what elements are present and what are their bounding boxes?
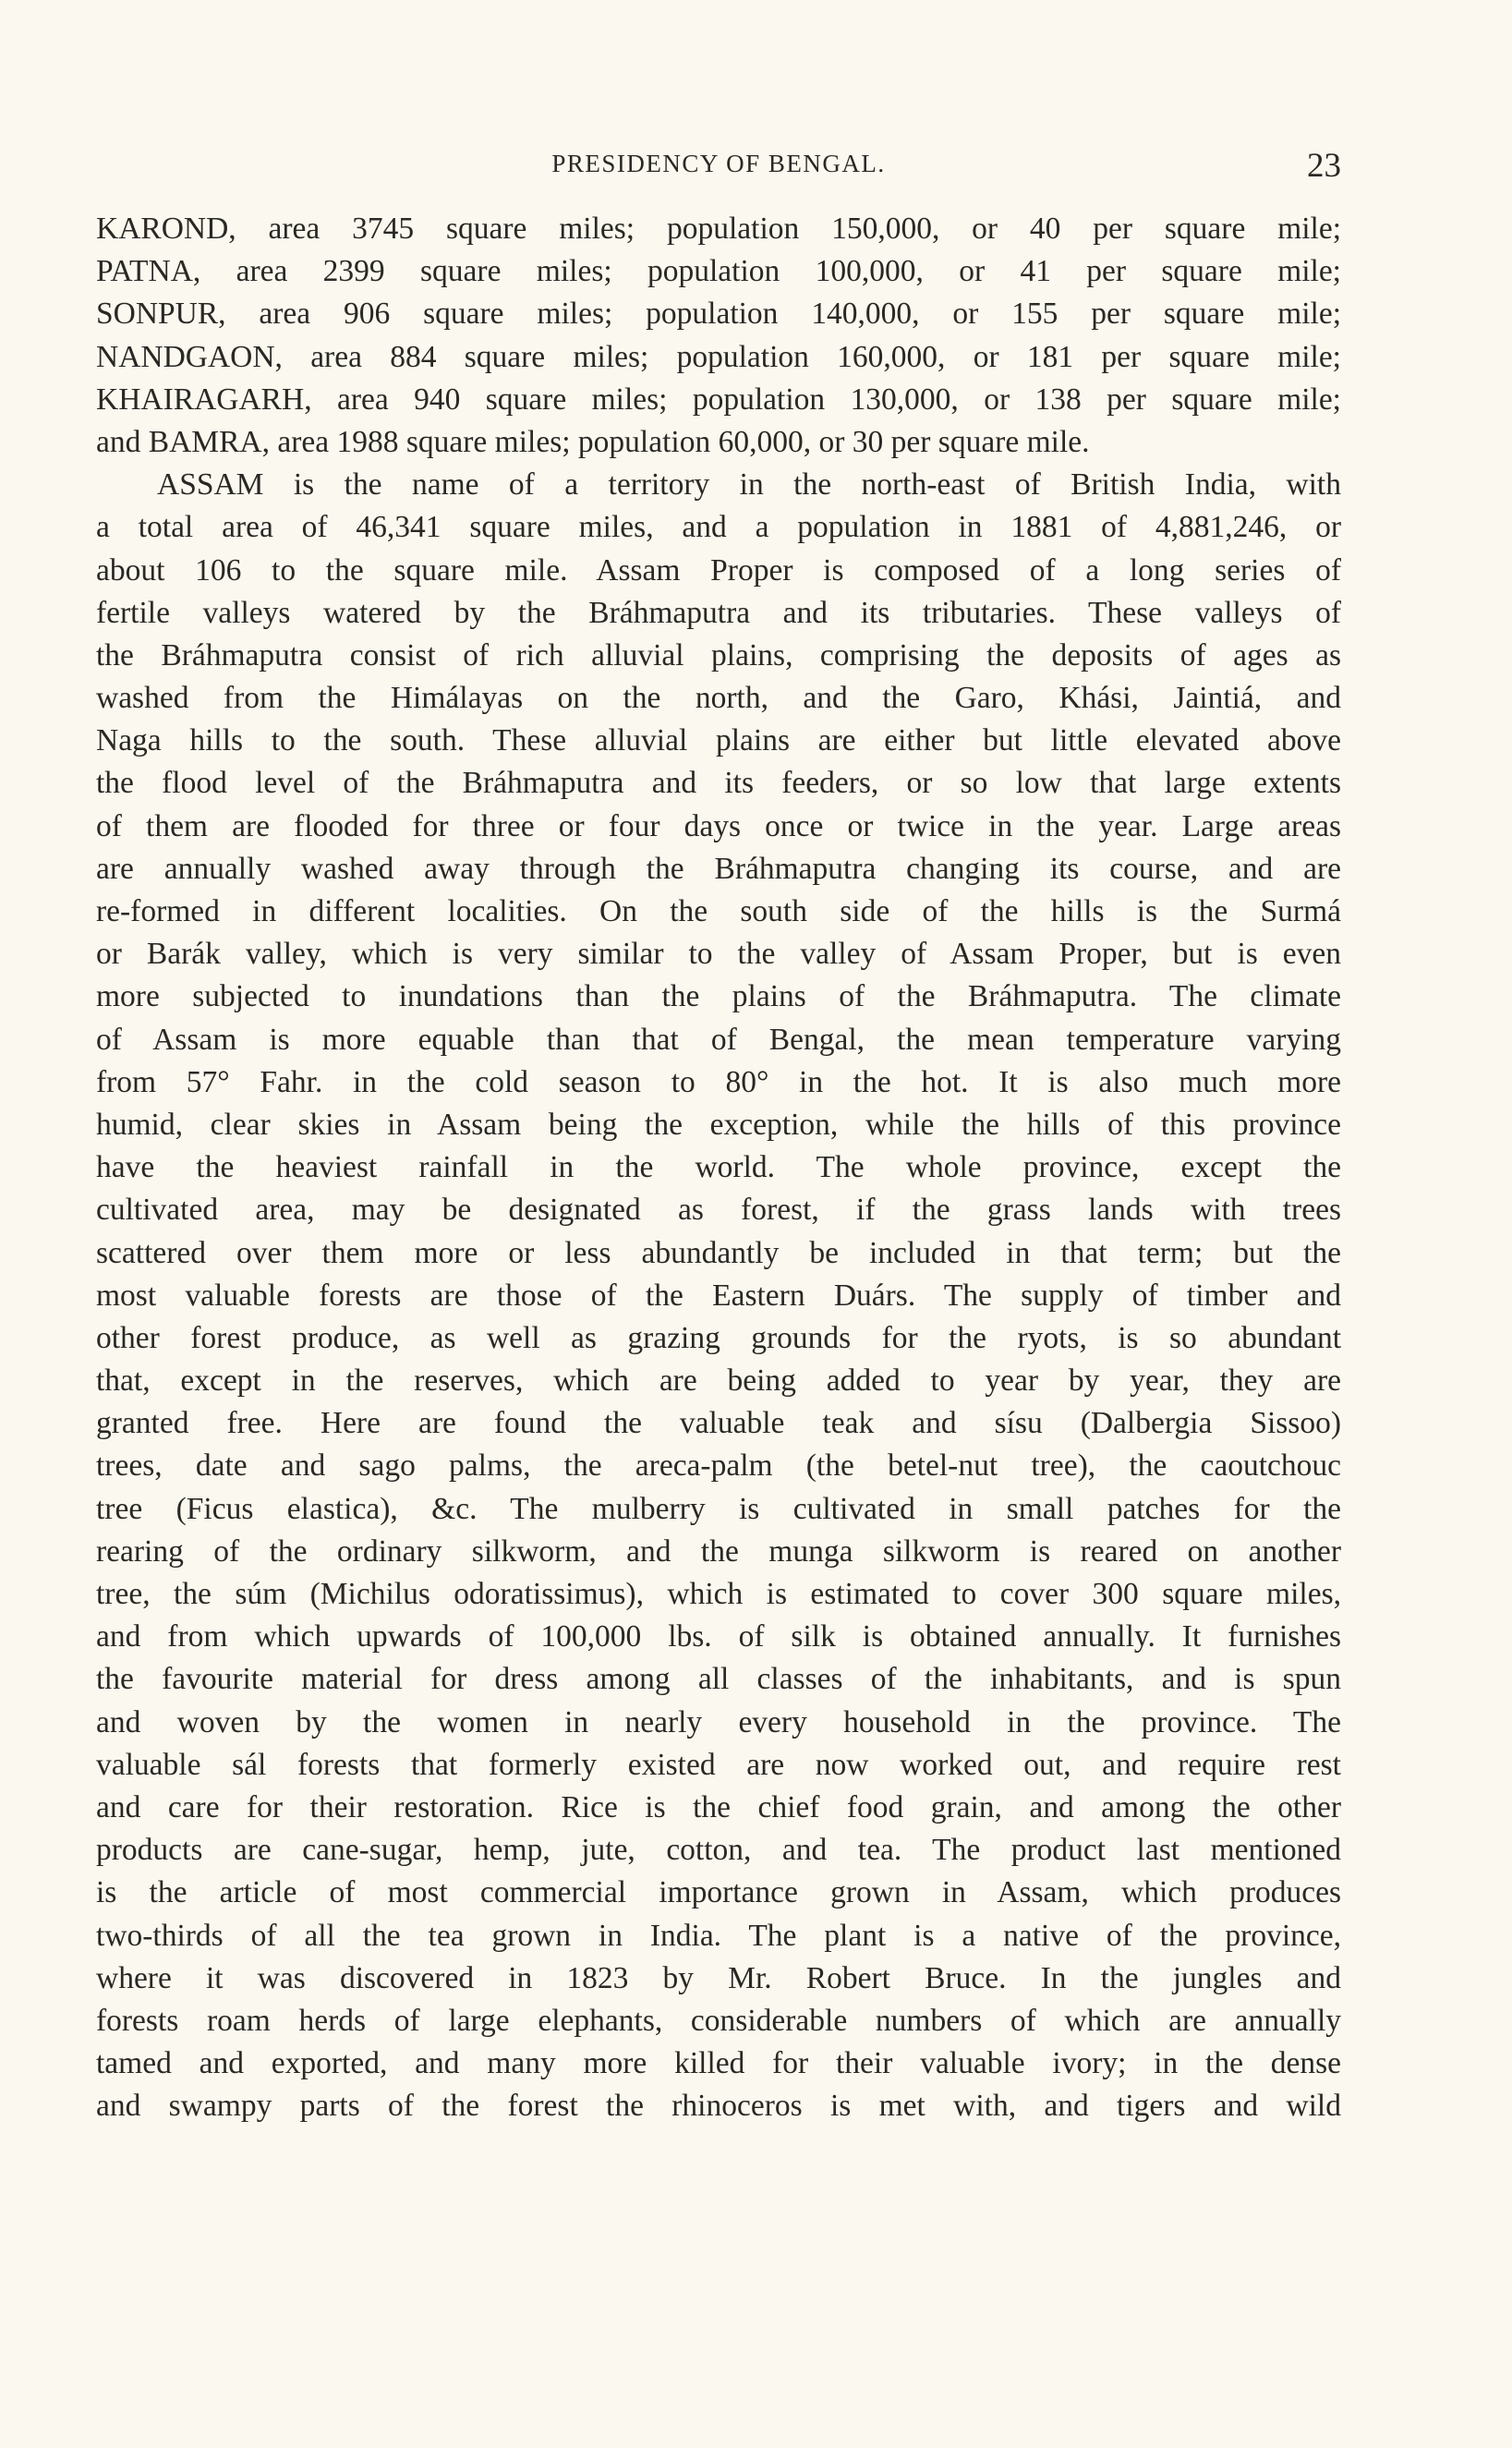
text-line: from 57° Fahr. in the cold season to 80° in the hot. It is also much more (96, 1064, 1341, 1099)
text-line: trees, date and sago palms, the areca-palm (the betel-nut tree), the caoutchouc (96, 1448, 1341, 1484)
text-line: tree, the súm (Michilus odoratissimus), which is estimated to cover 300 square miles, (96, 1577, 1341, 1611)
text-line: scattered over them more or less abundantly be included in that term; but the (96, 1235, 1341, 1270)
text-line: and care for their restoration. Rice is the chief food grain, and among the other (96, 1789, 1341, 1824)
text-line: more subjected to inundations than the plains of the Bráhmaputra. The climate (96, 979, 1341, 1014)
text-line: most valuable forests are those of the Eastern Duárs. The supply of timber and (96, 1278, 1341, 1313)
text-line: or Barák valley, which is very similar to the valley of Assam Proper, but is even (96, 937, 1341, 972)
text-line: a total area of 46,341 square miles, and a population in 1881 of 4,881,246, or (96, 510, 1341, 545)
text-line: ASSAM is the name of a territory in the north-east of British India, with (157, 467, 1341, 503)
text-line: where it was discovered in 1823 by Mr. Robert Bruce. In the jungles and (96, 1960, 1341, 1995)
text-line: have the heaviest rainfall in the world. The whole province, except the (96, 1150, 1341, 1185)
text-line: valuable sál forests that formerly existed are now worked out, and require rest (96, 1747, 1341, 1782)
text-line: the favourite material for dress among all classes of the inhabitants, and is spun (96, 1662, 1341, 1697)
text-line: of them are flooded for three or four days once or twice in the year. Large areas (96, 808, 1341, 843)
text-line: are annually washed away through the Bráhmaputra changing its course, and are (96, 851, 1341, 886)
text-line: granted free. Here are found the valuable teak and sísu (Dalbergia Sissoo) (96, 1406, 1341, 1441)
text-line: rearing of the ordinary silkworm, and the munga silkworm is reared on another (96, 1533, 1341, 1569)
text-line: and BAMRA, area 1988 square miles; population 60,000, or 30 per square mile. (96, 424, 1090, 459)
running-head (96, 146, 1341, 183)
page-number: 23 (1307, 147, 1341, 185)
text-line: KAROND, area 3745 square miles; population 150,000, or 40 per square mile; (96, 212, 1341, 246)
text-line: Naga hills to the south. These alluvial plains are either but little elevated above (96, 723, 1341, 758)
text-line: and from which upwards of 100,000 lbs. of silk is obtained annually. It furnishes (96, 1619, 1341, 1654)
text-line: PATNA, area 2399 square miles; population 100,000, or 41 per square mile; (96, 254, 1341, 289)
text-line: other forest produce, as well as grazing grounds for the ryots, is so abundant (96, 1320, 1341, 1355)
text-line: is the article of most commercial importance grown in Assam, which produces (96, 1875, 1341, 1910)
running-title: PRESIDENCY OF BENGAL. (551, 150, 886, 177)
text-line: about 106 to the square mile. Assam Proper is composed of a long series of (96, 552, 1341, 588)
text-line: and swampy parts of the forest the rhinoceros is met with, and tigers and wild (96, 2089, 1341, 2124)
text-line: KHAIRAGARH, area 940 square miles; population 130,000, or 138 per square mile; (96, 382, 1341, 417)
text-line: re-formed in different localities. On the south side of the hills is the Surmá (96, 894, 1341, 928)
body-text (96, 208, 1341, 2127)
text-line: NANDGAON, area 884 square miles; population 160,000, or 181 per square mile; (96, 339, 1341, 374)
text-line: washed from the Himálayas on the north, and the Garo, Khási, Jaintiá, and (96, 681, 1341, 716)
text-line: that, except in the reserves, which are being added to year by year, they are (96, 1363, 1341, 1399)
text-line: fertile valleys watered by the Bráhmaputra and its tributaries. These valleys of (96, 595, 1341, 630)
text-line: and woven by the women in nearly every household in the province. The (96, 1704, 1341, 1739)
text-line: of Assam is more equable than that of Bengal, the mean temperature varying (96, 1022, 1341, 1057)
text-line: the Bráhmaputra consist of rich alluvial plains, comprising the deposits of ages as (96, 637, 1341, 673)
text-line: products are cane-sugar, hemp, jute, cotton, and tea. The product last mentioned (96, 1833, 1341, 1868)
text-line: forests roam herds of large elephants, considerable numbers of which are annually (96, 2003, 1341, 2038)
text-line: humid, clear skies in Assam being the exception, while the hills of this province (96, 1107, 1341, 1142)
text-line: SONPUR, area 906 square miles; population 140,000, or 155 per square mile; (96, 297, 1341, 332)
text-line: two-thirds of all the tea grown in India. The plant is a native of the province, (96, 1918, 1341, 1953)
text-line: tree (Ficus elastica), &c. The mulberry is cultivated in small patches for the (96, 1491, 1341, 1526)
text-line: cultivated area, may be designated as forest, if the grass lands with trees (96, 1193, 1341, 1228)
text-line: tamed and exported, and many more killed for their valuable ivory; in the dense (96, 2046, 1341, 2081)
text-line: the flood level of the Bráhmaputra and its feeders, or so low that large extents (96, 766, 1341, 801)
